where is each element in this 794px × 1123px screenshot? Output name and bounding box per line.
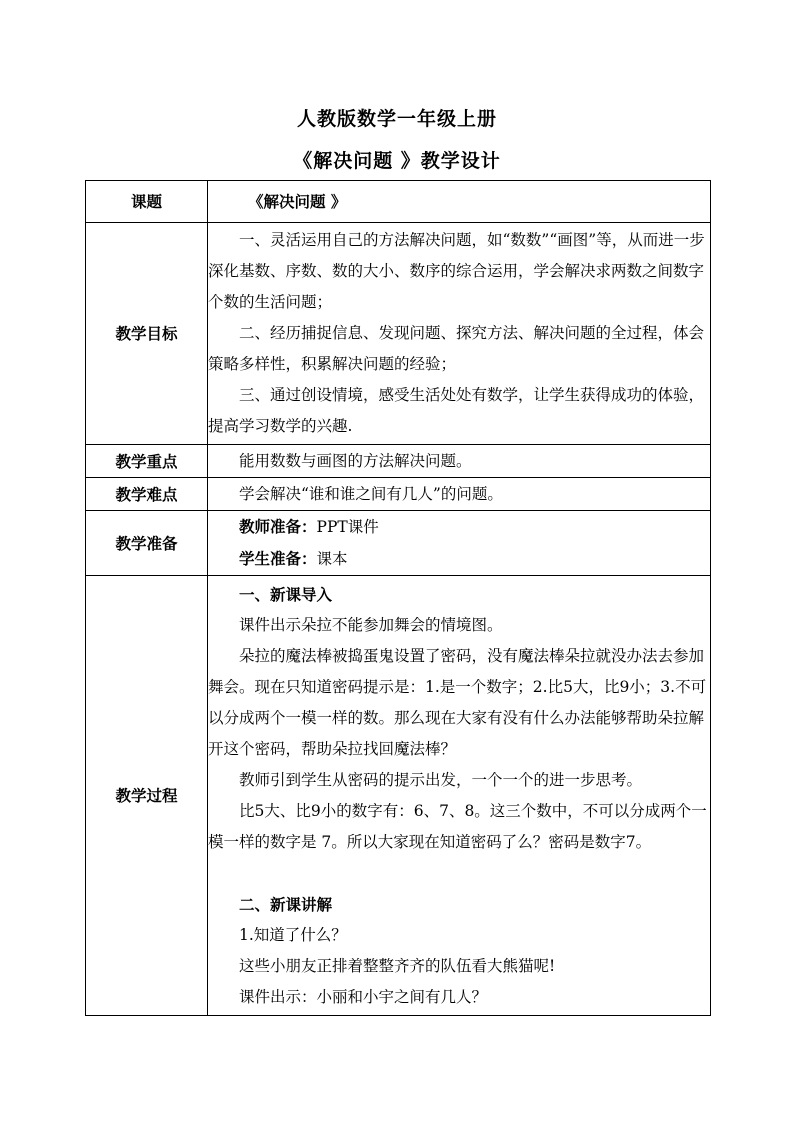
teacher-prep-value: PPT课件 [316,518,379,536]
preparation-label: 教学准备 [86,511,208,576]
table-row-preparation [86,511,711,576]
topic-value-cell [208,181,711,223]
section-heading-intro: 一、新课导入 [239,584,333,604]
key-point-cell [208,445,711,478]
process-paragraph-6: 这些小朋友正排着整整齐齐的队伍看大熊猫呢! [239,956,556,975]
goals-label: 教学目标 [86,223,208,445]
goal-paragraph-3: 三、通过创设情境，感受生活处处有数学，让学生获得成功的体验，提高学习数学的兴趣. [208,386,705,435]
document-title: 人教版数学一年级上册 [296,108,497,130]
teacher-preparation [208,511,710,543]
process-paragraph-5: 1.知道了什么？ [239,925,347,944]
process-label: 教学过程 [86,576,208,1016]
goal-paragraph-1: 一、灵活运用自己的方法解决问题，如“数数”“画图”等，从而进一步深化基数、序数、数的大小、数序的综合运用，学会解决求两数之间数字个数的生活问题； [208,231,705,311]
blank-line [208,858,710,889]
goals-content [208,223,711,445]
process-paragraph-1: 课件出示朵拉不能参加舞会的情境图。 [239,615,503,634]
process-paragraph-3: 教师引到学生从密码的提示出发，一个一个的进一步思考。 [239,770,643,789]
document-subtitle: 《解决问题 》教学设计 [293,150,501,172]
student-prep-label: 学生准备： [239,549,317,568]
preparation-cell [208,511,711,576]
table-row-key-point [86,445,711,478]
table-row-topic [86,181,711,223]
teacher-prep-label: 教师准备： [239,517,317,536]
section-heading-lesson: 二、新课讲解 [239,894,333,914]
process-paragraph-7: 课件出示：小丽和小宇之间有几人？ [239,987,488,1006]
process-content [208,576,711,1016]
difficulty-value: 学会解决“谁和谁之间有几人”的问题。 [239,484,503,503]
difficulty-cell [208,478,711,511]
topic-value: 《解决问题 》 [248,192,347,211]
difficulty-label: 教学难点 [86,478,208,511]
goal-paragraph-2: 二、经历捕捉信息、发现问题、探究方法、解决问题的全过程，体会策略多样性，积累解决问题的经验； [208,324,705,373]
table-row-goals [86,223,711,445]
process-paragraph-4: 比5大、比9小的数字有：6、7、8。这三个数中，不可以分成两个一模一样的数字是 7。所以大家现在知道密码了么？密码是数字7。 [208,801,707,851]
key-point-value: 能用数数与画图的方法解决问题。 [239,451,472,470]
student-preparation [208,543,710,575]
student-prep-value: 课本 [316,550,348,568]
table-row-process [86,576,711,1016]
key-point-label: 教学重点 [86,445,208,478]
table-row-difficulty [86,478,711,511]
lesson-plan-table [85,180,711,1016]
topic-label: 课题 [86,181,208,223]
process-paragraph-2: 朵拉的魔法棒被捣蛋鬼设置了密码，没有魔法棒朵拉就没办法去参加舞会。现在只知道密码提示是：1.是一个数字；2.比5大，比9小；3.不可以分成两个一模一样的数。那么现在大家有没有什么办法能够帮助朵拉解开这个密码，帮助朵拉找回魔法棒？ [208,646,707,758]
